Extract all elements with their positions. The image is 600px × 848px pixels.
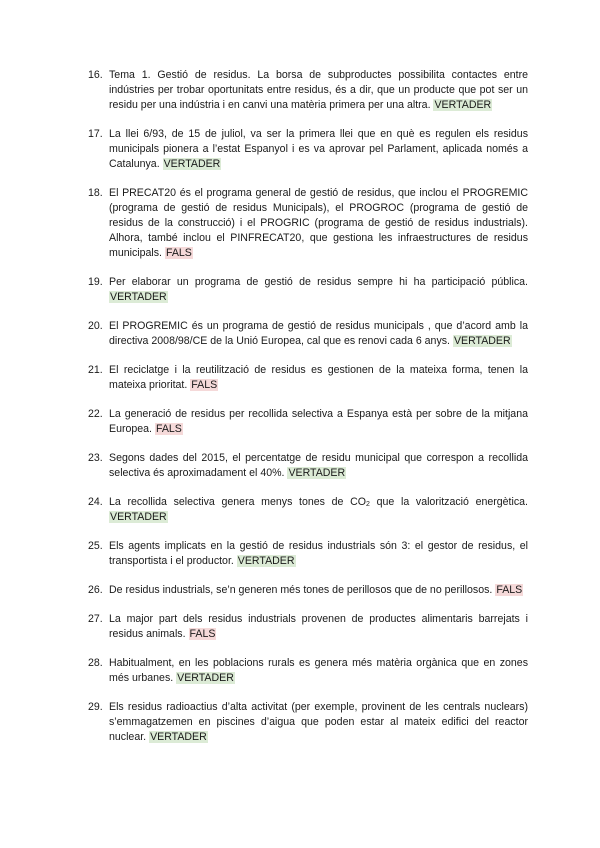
question-text: Tema 1. Gestió de residus. La borsa de subproductes possibilita contactes entre indústries per trobar oportunitats entre residus, és a dir, que un producte que pot ser un residu per una indústria i en canvi una matèria primera per una altra. [109, 69, 528, 111]
question-text: Els residus radioactius d’alta activitat (per exemple, provinent de les centrals nuclears) s’emmagatzemen en piscines d’aigua que poden estar al mateix edifici del reactor nuclear. [109, 701, 528, 743]
answer-badge: VERTADER [453, 335, 511, 347]
answer-badge: VERTADER [177, 672, 234, 684]
question-text: Per elaborar un programa de gestió de residus sempre hi ha participació pública. [109, 276, 528, 288]
question-number: 17. [88, 128, 103, 140]
answer-badge: VERTADER [163, 158, 221, 170]
question-item [88, 700, 528, 745]
answer-badge: VERTADER [110, 511, 167, 523]
answer-badge: VERTADER [150, 731, 207, 743]
question-number: 29. [88, 701, 103, 713]
answer-badge: VERTADER [288, 467, 346, 479]
answer-badge: FALS [189, 628, 216, 640]
question-text-start: La recollida selectiva genera menys tones de CO [109, 496, 367, 508]
question-text: Segons dades del 2015, el percentatge de residu municipal que correspon a recollida selectiva és aproximadament el 40%. [109, 452, 528, 479]
question-item [88, 363, 528, 393]
question-number: 18. [88, 187, 103, 199]
answer-badge: VERTADER [110, 291, 167, 303]
question-text [109, 496, 528, 508]
answer-badge: FALS [496, 584, 523, 596]
question-item [88, 407, 528, 437]
question-number: 19. [88, 276, 103, 288]
question-item [88, 495, 528, 525]
question-text-end: que la valorització energètica. [369, 496, 528, 508]
question-text: Els agents implicats en la gestió de residus industrials són 3: el gestor de residus, el transportista i el productor. [109, 540, 528, 567]
answer-badge: VERTADER [237, 555, 295, 567]
question-number: 26. [88, 584, 103, 596]
question-list [88, 68, 528, 759]
question-number: 28. [88, 657, 103, 669]
answer-badge: FALS [191, 379, 218, 391]
question-item [88, 186, 528, 261]
question-number: 24. [88, 496, 103, 508]
answer-badge: FALS [165, 247, 192, 259]
question-text: Habitualment, en les poblacions rurals es genera més matèria orgànica que en zones més urbanes. [109, 657, 528, 684]
question-number: 21. [88, 364, 103, 376]
answer-badge: FALS [155, 423, 182, 435]
question-number: 20. [88, 320, 103, 332]
question-number: 27. [88, 613, 103, 625]
question-text: El PROGREMIC és un programa de gestió de residus municipals , que d’acord amb la directiva 2008/98/CE de la Unió Europea, cal que es renovi cada 6 anys. [109, 320, 528, 347]
question-item [88, 583, 528, 598]
question-item [88, 539, 528, 569]
question-item [88, 451, 528, 481]
question-item [88, 127, 528, 172]
question-number: 22. [88, 408, 103, 420]
question-text: La llei 6/93, de 15 de juliol, va ser la primera llei que en què es regulen els residus municipals pionera a l’estat Espanyol i es va aprovar pel Parlament, aplicada només a Catalunya. [109, 128, 528, 170]
question-text: El reciclatge i la reutilització de residus es gestionen de la mateixa forma, tenen la mateixa prioritat. [109, 364, 528, 391]
answer-badge: VERTADER [434, 99, 492, 111]
question-item [88, 275, 528, 305]
question-text: De residus industrials, se’n generen més tones de perillosos que de no perillosos. [109, 584, 493, 596]
question-item [88, 68, 528, 113]
question-item [88, 612, 528, 642]
subscript: 2 [366, 501, 370, 508]
question-item [88, 656, 528, 686]
question-number: 23. [88, 452, 103, 464]
question-item [88, 319, 528, 349]
question-text: La major part dels residus industrials provenen de productes alimentaris barrejats i residus animals. [109, 613, 528, 640]
question-number: 25. [88, 540, 103, 552]
question-number: 16. [88, 69, 103, 81]
question-text: La generació de residus per recollida selectiva a Espanya està per sobre de la mitjana Europea. [109, 408, 528, 435]
question-text: El PRECAT20 és el programa general de gestió de residus, que inclou el PROGREMIC (programa de gestió de residus Municipals), el PROGROC (programa de gestió de residus de la construcció) i el PROGRIC (programa de gestió de residus industrials). Alhora, també inclou el PINFRECAT20, que gestiona les infraestructures de residus municipals. [109, 187, 528, 259]
